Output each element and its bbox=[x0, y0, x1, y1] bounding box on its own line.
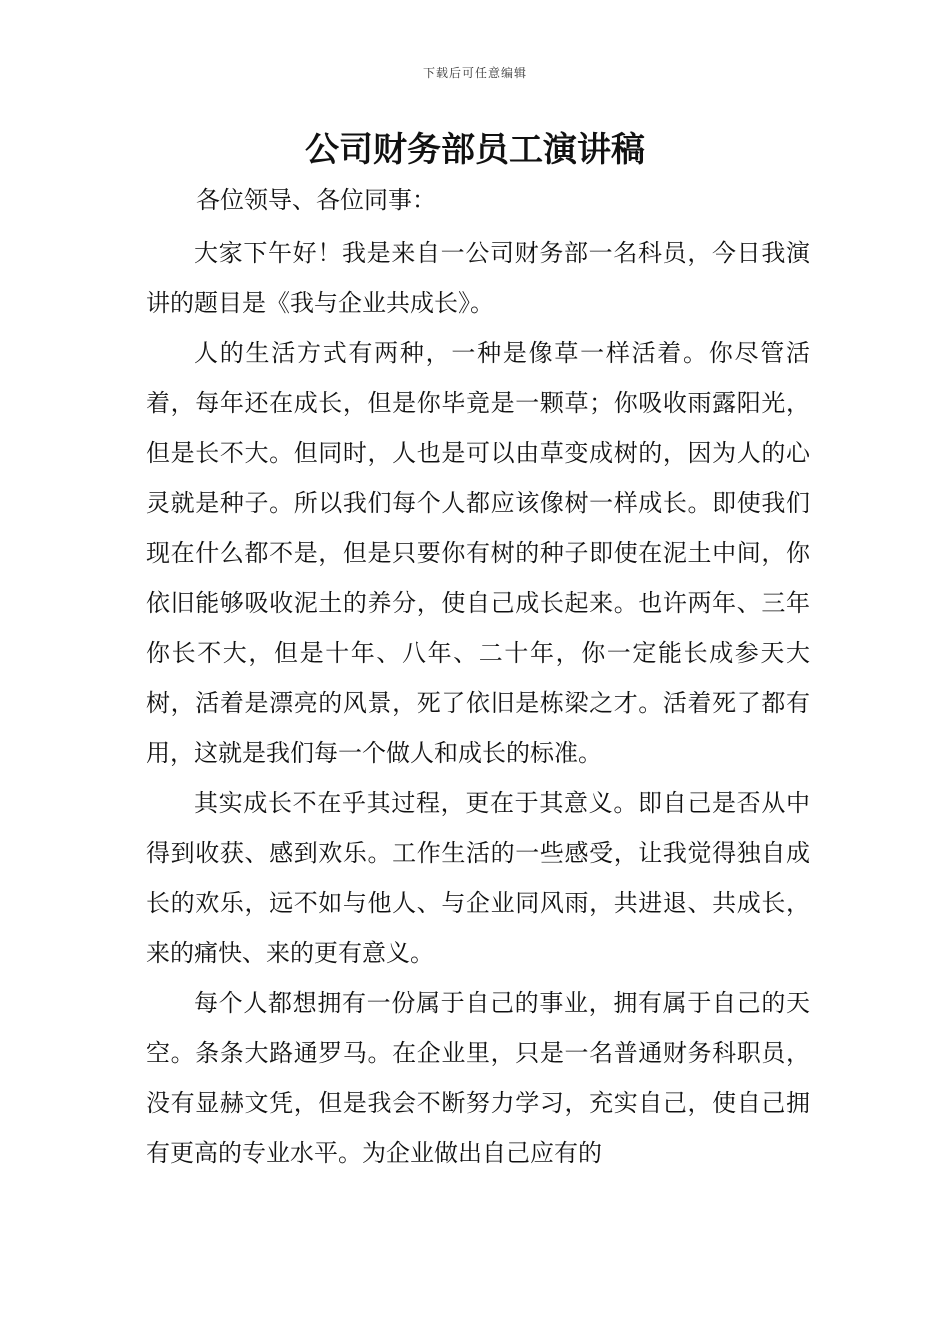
header-note: 下载后可任意编辑 bbox=[422, 66, 527, 80]
paragraph: 大家下午好！我是来自一公司财务部一名科员，今日我演讲的题目是《我与企业共成长》。 bbox=[146, 239, 810, 317]
page-title: 公司财务部员工演讲稿 bbox=[305, 130, 645, 170]
paragraph: 每个人都想拥有一份属于自己的事业，拥有属于自己的天空。条条大路通罗马。在企业里，只是一名普通财务科职员，没有显赫文凭，但是我会不断努力学习，充实自己，使自己拥有更高的专业水平。为企业做出自己应有的 bbox=[146, 989, 810, 1167]
salutation: 各位领导、各位同事： bbox=[196, 186, 436, 214]
paragraph: 人的生活方式有两种，一种是像草一样活着。你尽管活着，每年还在成长，但是你毕竟是一颗草；你吸收雨露阳光，但是长不大。但同时，人也是可以由草变成树的，因为人的心灵就是种子。所以我们每个人都应该像树一样成长。即使我们现在什么都不是，但是只要你有树的种子即使在泥土中间，你依旧能够吸收泥土的养分，使自己成长起来。也许两年、三年你长不大，但是十年、八年、二十年，你一定能长成参天大树，活着是漂亮的风景，死了依旧是栋梁之才。活着死了都有用，这就是我们每一个做人和成长的标准。 bbox=[146, 339, 810, 767]
paragraph: 其实成长不在乎其过程，更在于其意义。即自己是否从中得到收获、感到欢乐。工作生活的一些感受，让我觉得独自成长的欢乐，远不如与他人、与企业同风雨，共进退、共成长，来的痛快、来的更有意义。 bbox=[146, 789, 810, 967]
speech-body bbox=[146, 228, 810, 1178]
